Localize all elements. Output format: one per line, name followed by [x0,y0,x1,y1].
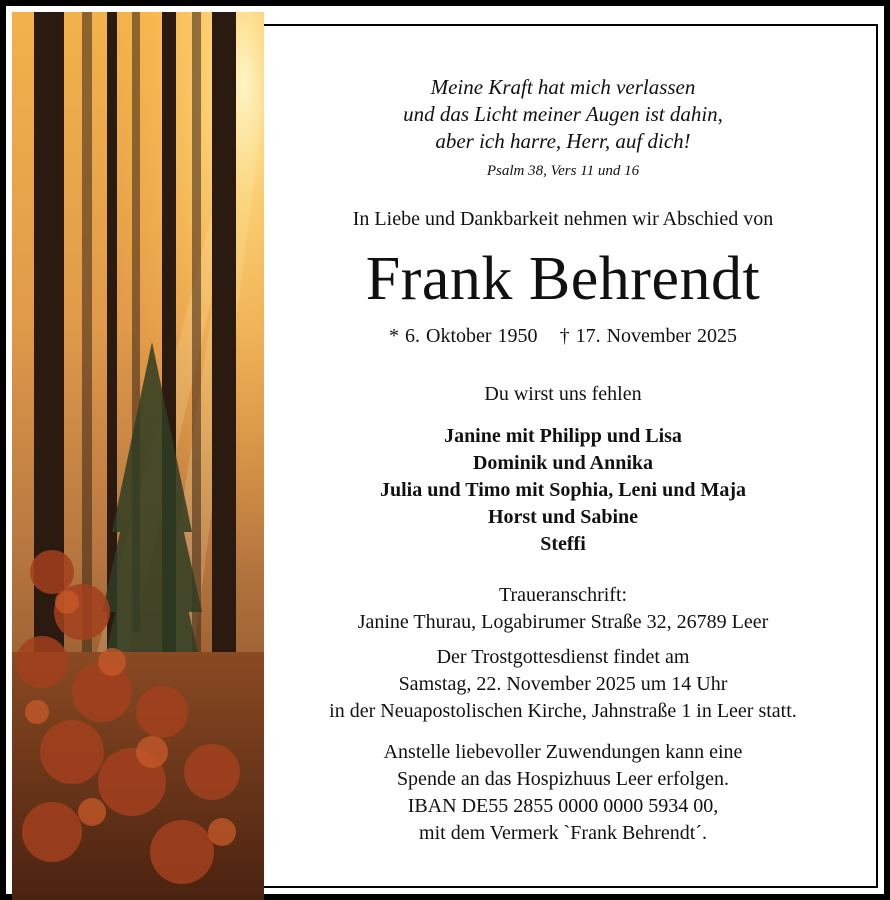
family-member: Dominik und Annika [472,452,654,474]
poem-source: Psalm 38, Vers 11 und 16 [486,163,640,179]
obituary-text [278,24,848,847]
family-member: Steffi [540,533,586,555]
service-line: Der Trostgottesdienst findet am [436,646,690,668]
service-info [278,644,848,725]
family-member: Horst und Sabine [487,506,639,528]
poem [278,74,848,155]
service-line: in der Neuapostolischen Kirche, Jahnstraße 1 in Leer statt. [329,700,797,722]
address-value: Janine Thurau, Logabirumer Straße 32, 26789 Leer [357,611,769,633]
birth-date: * 6. Oktober 1950 [389,325,538,347]
family-member: Janine mit Philipp und Lisa [444,425,682,447]
family-member: Julia und Timo mit Sophia, Leni und Maja [379,479,747,501]
family-list [278,423,848,558]
poem-line: aber ich harre, Herr, auf dich! [435,129,691,153]
life-dates [278,325,848,348]
intro-text: In Liebe und Dankbarkeit nehmen wir Abschied von [352,208,774,230]
donation-line: IBAN DE55 2855 0000 0000 5934 00, [407,795,719,817]
donation-line: Anstelle liebevoller Zuwendungen kann eine [383,741,743,763]
poem-line: und das Licht meiner Augen ist dahin, [403,102,723,126]
donation-line: mit dem Vermerk `Frank Behrendt´. [419,822,707,844]
deceased-name: Frank Behrendt [365,245,761,313]
service-line: Samstag, 22. November 2025 um 14 Uhr [398,673,728,695]
mourning-address [278,582,848,636]
donation-line: Spende an das Hospizhuus Leer erfolgen. [396,768,730,790]
forest-image [12,12,264,900]
poem-line: Meine Kraft hat mich verlassen [430,75,696,99]
death-date: † 17. November 2025 [559,325,737,347]
farewell-line: Du wirst uns fehlen [484,383,642,405]
address-label: Traueranschrift: [498,584,628,606]
donation-info [278,739,848,847]
